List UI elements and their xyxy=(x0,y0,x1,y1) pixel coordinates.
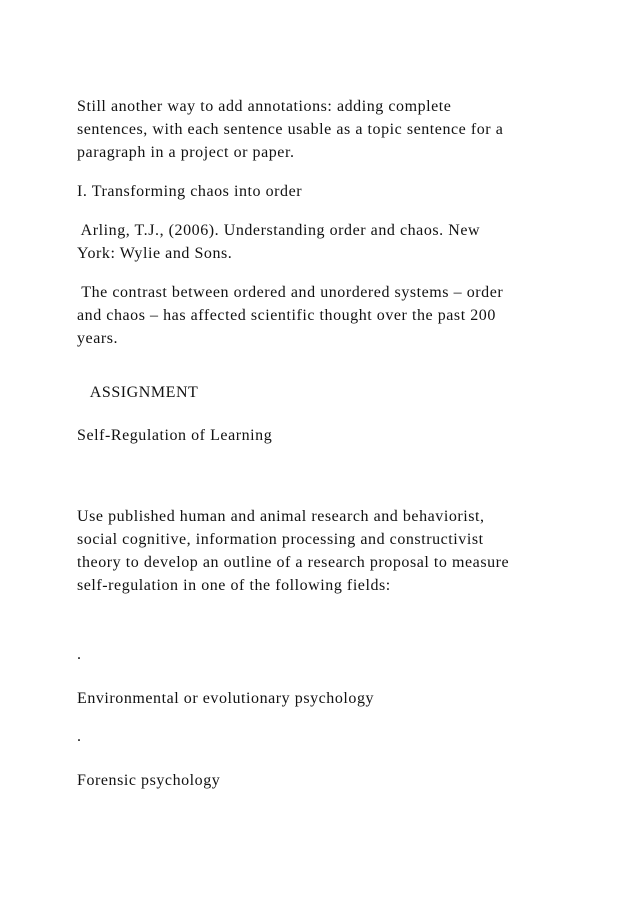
annotation-line-3: years. xyxy=(77,330,119,347)
list-item-environmental: Environmental or evolutionary psychology xyxy=(77,690,375,707)
citation-line-1: Arling, T.J., (2006). Understanding order and chaos. New xyxy=(77,222,481,239)
assignment-title: Self-Regulation of Learning xyxy=(77,427,273,444)
instructions-line-2: social cognitive, information processing and constructivist xyxy=(77,531,484,548)
section-heading: I. Transforming chaos into order xyxy=(77,183,303,200)
intro-line-2: sentences, with each sentence usable as a topic sentence for a xyxy=(77,121,504,138)
annotation-line-1: The contrast between ordered and unordered systems – order xyxy=(77,284,504,301)
intro-line-3: paragraph in a project or paper. xyxy=(77,144,295,161)
list-bullet-1: . xyxy=(77,646,82,663)
citation-line-2: York: Wylie and Sons. xyxy=(77,245,233,262)
instructions-line-3: theory to develop an outline of a research proposal to measure xyxy=(77,554,510,571)
intro-line-1: Still another way to add annotations: adding complete xyxy=(77,98,452,115)
annotation-line-2: and chaos – has affected scientific thought over the past 200 xyxy=(77,307,496,324)
instructions-line-4: self-regulation in one of the following fields: xyxy=(77,577,391,594)
assignment-heading: ASSIGNMENT xyxy=(77,384,199,401)
list-bullet-2: . xyxy=(77,728,82,745)
list-item-forensic: Forensic psychology xyxy=(77,772,221,789)
instructions-line-1: Use published human and animal research and behaviorist, xyxy=(77,508,485,525)
